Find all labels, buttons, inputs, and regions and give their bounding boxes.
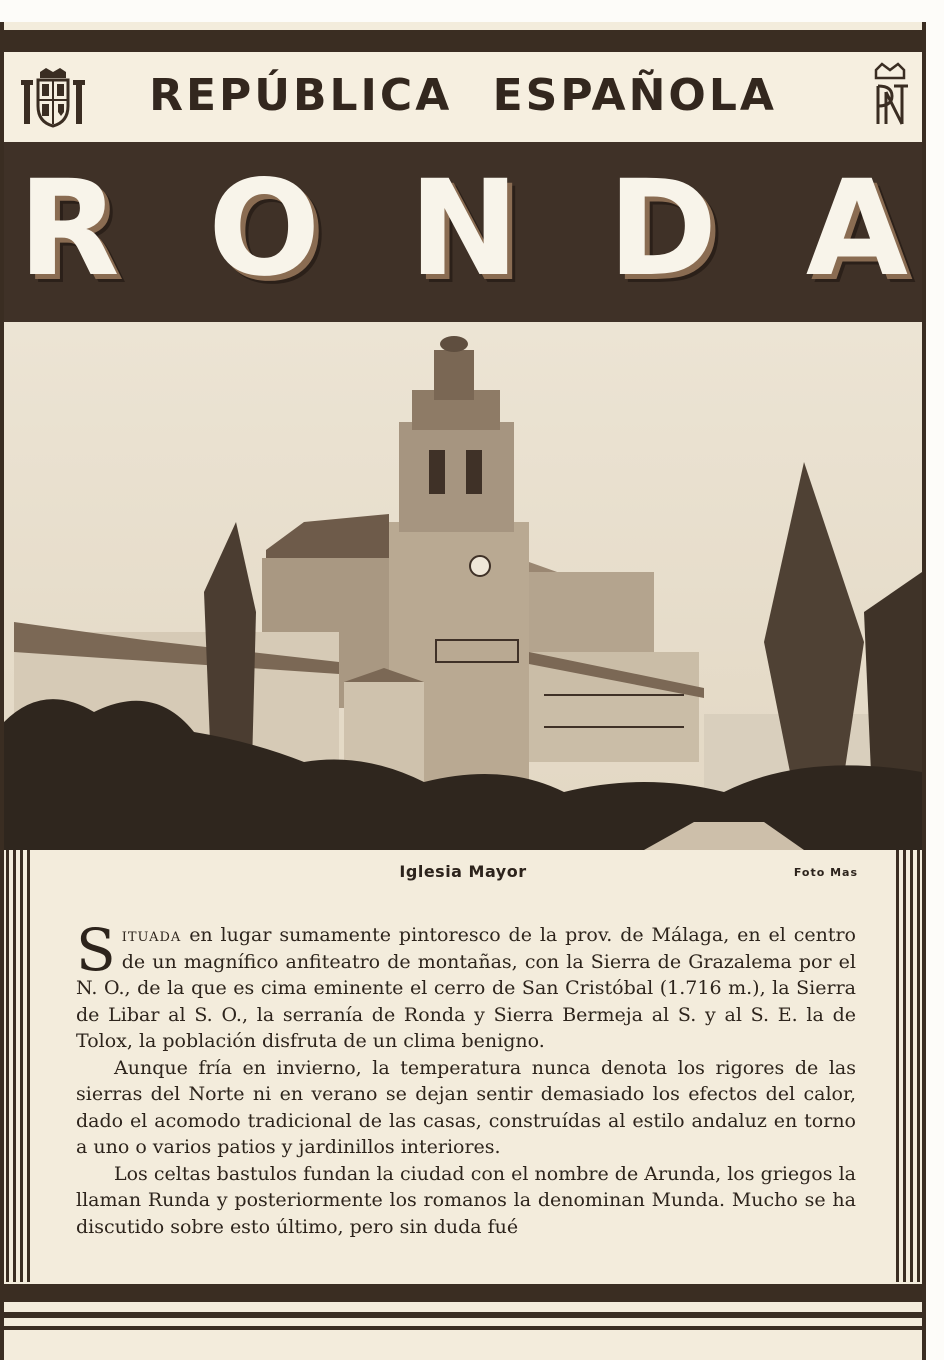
ronda-letter-a: A: [805, 152, 908, 306]
bottom-rule-hairline: [4, 1326, 922, 1330]
ronda-title: [18, 152, 908, 306]
ronda-banner: [4, 142, 922, 322]
bottom-rule-thin: [4, 1312, 922, 1318]
church-illustration: [4, 322, 922, 850]
header-title: REPÚBLICA ESPAÑOLA: [149, 70, 777, 121]
ronda-letter-o: O: [208, 152, 321, 306]
paragraph-1: [76, 916, 856, 1055]
paragraph-3: Los celtas bastulos fundan la ciudad con el nombre de Arunda, los griegos la llaman Runda y posteriormente los romanos la denominan Munda. Mucho se ha discutido sobre esto último, pero sin duda fué: [76, 1162, 856, 1238]
pnt-monogram-icon: [870, 62, 910, 132]
header-band: [4, 52, 922, 142]
left-border-stripes: [4, 850, 34, 1282]
ronda-letter-r: R: [18, 152, 120, 306]
ronda-letter-d: D: [607, 152, 718, 306]
dropcap: S: [76, 916, 116, 984]
brochure-page: [0, 22, 926, 1360]
right-border-stripes: [892, 850, 922, 1282]
lead-word: ituada: [121, 924, 182, 946]
church-photo: [4, 322, 922, 850]
ronda-letter-n: N: [408, 152, 520, 306]
photo-caption-row: [4, 850, 922, 890]
paragraph-1-text: en lugar sumamente pintoresco de la prov. de Málaga, en el centro de un magnífico anfiteatro de montañas, con la Sierra de Grazalema por el N. O., de la que es cima eminente el cerro de San Cristóbal (1.716 m.), la Sierra de Libar al S. O., la serranía de Ronda y Sierra Bermeja al S. y al S. E. la de Tolox, la población disfruta de un clima benigno.: [76, 924, 856, 1052]
paragraph-2: Aunque fría en invierno, la temperatura nunca denota los rigores de las sierras del Norte ni en verano se dejan sentir demasiado los efectos del calor, dado el acomodo tradicional de las casas, construídas al estilo andaluz en torno a uno o varios patios y jardinillos interiores.: [76, 1056, 856, 1158]
top-rule: [4, 30, 922, 52]
body-text: [76, 916, 856, 1240]
photo-caption: Iglesia Mayor: [399, 862, 527, 881]
photo-credit: Foto Mas: [793, 866, 858, 879]
bottom-rule: [4, 1284, 922, 1302]
